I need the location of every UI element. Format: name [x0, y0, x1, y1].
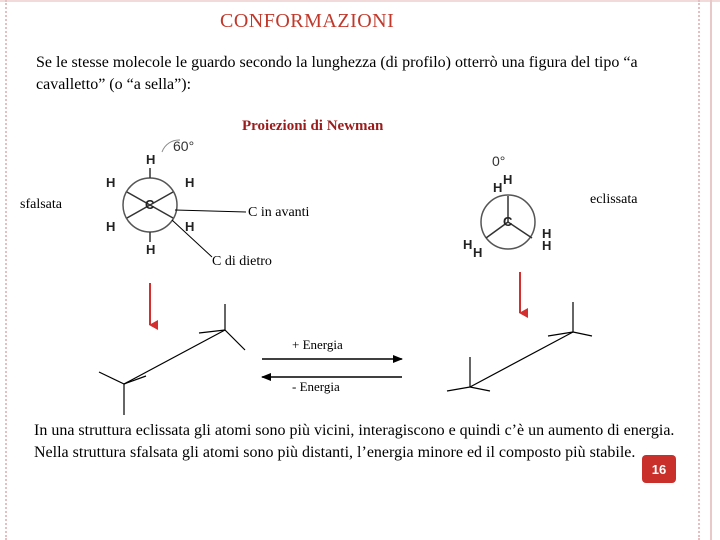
- carbon-atom: C: [145, 197, 155, 212]
- newman-heading: Proiezioni di Newman: [242, 118, 384, 134]
- hydrogen-atom: H: [106, 175, 116, 190]
- front-carbon-pointer: [175, 210, 246, 212]
- sawhorse-staggered: [99, 304, 245, 415]
- eclipsed-label: eclissata: [590, 192, 638, 207]
- eclipsed-angle-label: 0°: [492, 153, 506, 169]
- hydrogen-atom: H: [503, 172, 513, 187]
- hydrogen-atom: H: [106, 219, 116, 234]
- newman-eclipsed: [463, 153, 551, 260]
- newman-staggered: [106, 138, 246, 257]
- energy-minus-label: - Energia: [292, 379, 340, 394]
- hydrogen-atom: H: [542, 238, 552, 253]
- hydrogen-atom: H: [542, 226, 552, 241]
- staggered-label: sfalsata: [20, 197, 62, 212]
- slide-title: CONFORMAZIONI: [220, 10, 395, 32]
- intro-paragraph: Se le stesse molecole le guardo secondo la lunghezza (di profilo) otterrò una figura del tipo “a cavalletto” (o “a sella”):: [36, 54, 638, 93]
- staggered-angle-label: 60°: [173, 138, 195, 154]
- conclusion-paragraph: In una struttura eclissata gli atomi sono più vicini, interagiscono e quindi c’è un aumento di energia. Nella struttura sfalsata gli atomi sono più distanti, l’energia minore ed il composto più stabile.: [34, 422, 675, 461]
- hydrogen-atom: H: [185, 219, 195, 234]
- hydrogen-atom: H: [185, 175, 195, 190]
- energy-plus-label: + Energia: [292, 337, 343, 352]
- sawhorse-eclipsed: [447, 302, 592, 391]
- hydrogen-atom: H: [473, 245, 483, 260]
- hydrogen-atom: H: [146, 242, 156, 257]
- back-carbon-label: C di dietro: [212, 254, 272, 269]
- hydrogen-atom: H: [146, 152, 156, 167]
- hydrogen-atom: H: [463, 237, 473, 252]
- front-carbon-label: C in avanti: [248, 205, 310, 220]
- page-number-badge: 16: [642, 455, 676, 483]
- hydrogen-atom: H: [493, 180, 503, 195]
- carbon-atom: C: [503, 214, 513, 229]
